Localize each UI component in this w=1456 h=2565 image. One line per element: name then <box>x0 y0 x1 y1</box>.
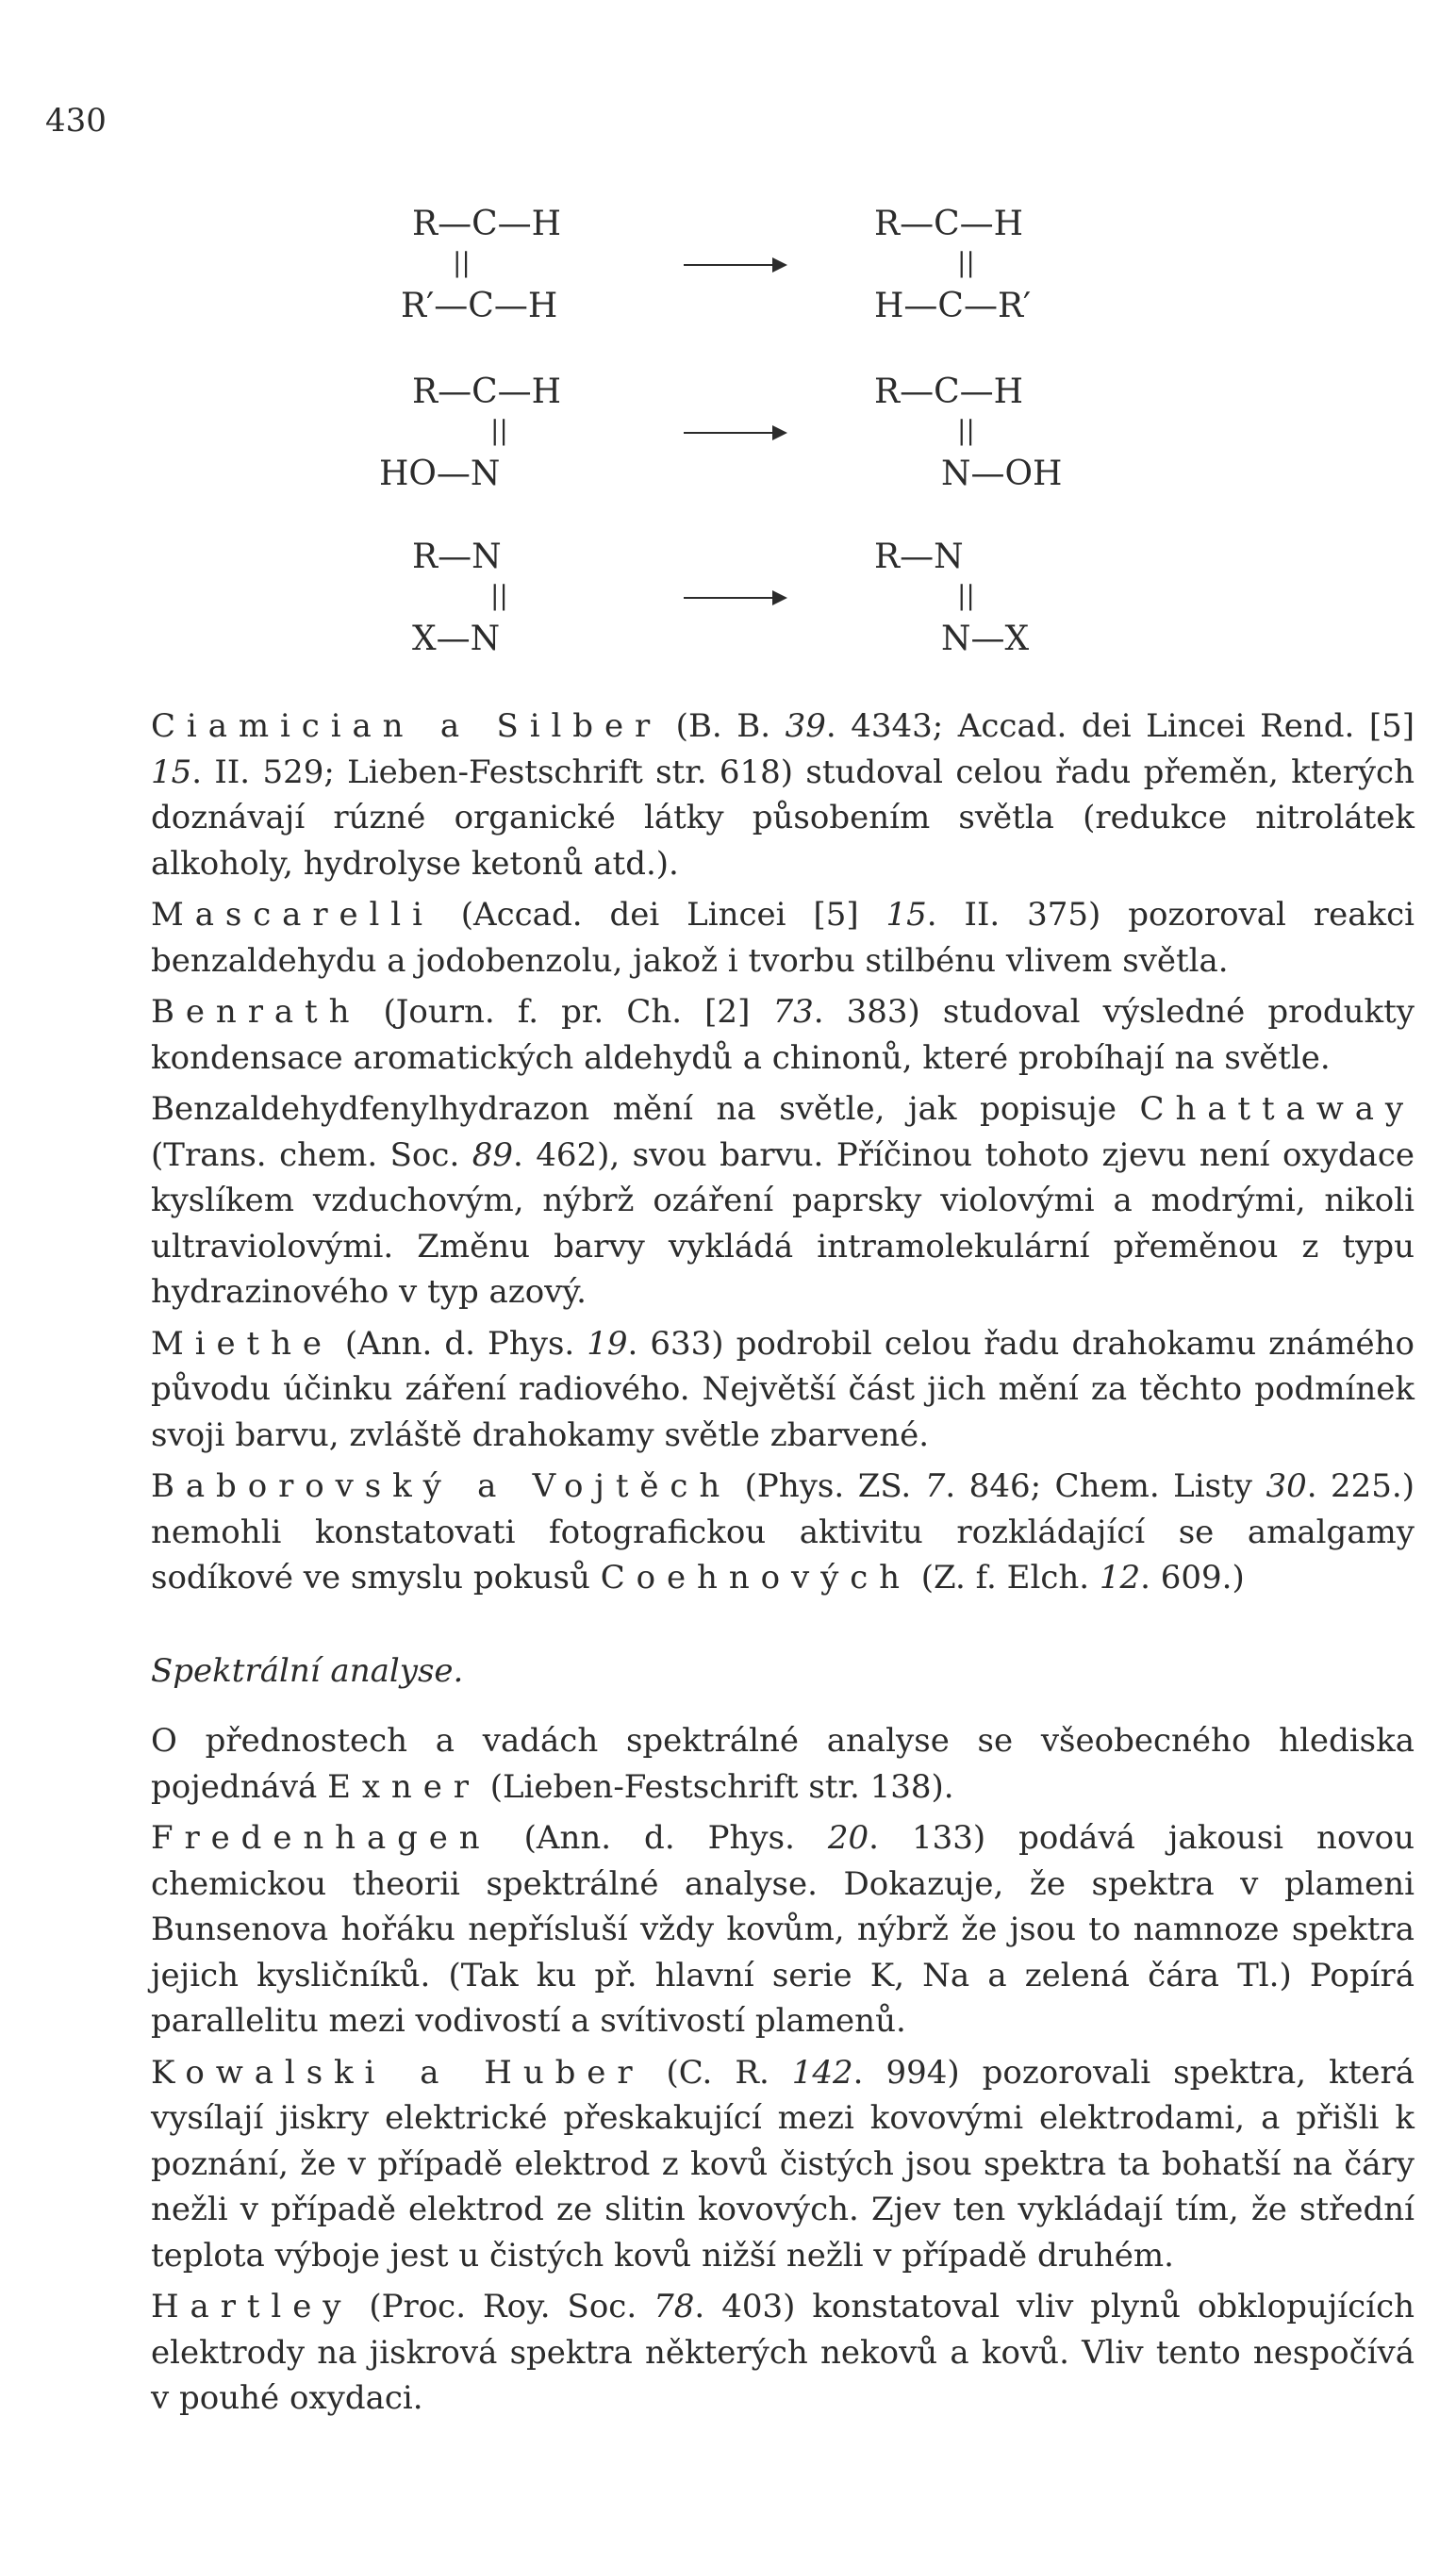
formula: R—C—H <box>874 372 1024 411</box>
double-bond: || <box>957 415 975 446</box>
formula: R′—C—H <box>401 287 558 325</box>
double-bond: || <box>957 580 975 611</box>
paragraph: Benzaldehydfenylhydrazon mění na světle, jak popisuje Chattaway (Trans. chem. Soc. 89. 462), svou barvu. Příčinou tohoto zjevu není oxydace kyslíkem vzduchovým, nýbrž ozáření paprsky violovými a modrými, nikoli ultraviolovými. Změnu barvy vykládá intramolekulární přeměnou z typu hydrazinového v typ azový. <box>151 1090 1415 1311</box>
volume: 142 <box>791 2053 853 2092</box>
double-bond: || <box>490 415 508 446</box>
author-name: Coehnových <box>600 1559 911 1597</box>
paragraph: Ciamician a Silber (B. B. 39. 4343; Accad. dei Lincei Rend. [5] 15. II. 529; Lieben-Festschrift str. 618) studoval celou řadu přeměn, kterých doznávají rúzné organické látky působením světla (redukce nitrolátek alkoholy, hydrolyse ketonů atd.). <box>151 707 1415 883</box>
formula: H—C—R′ <box>874 287 1032 325</box>
author-name: Mascarelli <box>151 896 434 934</box>
section-heading: Spektrální analyse. <box>151 1651 464 1690</box>
volume: 30 <box>1266 1467 1307 1505</box>
volume: 89 <box>472 1135 513 1174</box>
paragraph: Baborovský a Vojtěch (Phys. ZS. 7. 846; Chem. Listy 30. 225.) nemohli konstatovati fotografickou aktivitu rozkládající se amalgamy sodíkové ve smyslu pokusů Coehnových (Z. f. Elch. 12. 609.) <box>151 1467 1415 1597</box>
volume: 20 <box>827 1819 869 1857</box>
paragraph: Fredenhagen (Ann. d. Phys. 20. 133) podává jakousi novou chemickou theorii spektrálné analyse. Dokazuje, že spektra v plameni Bunsenova hořáku nepřísluší vždy kovům, nýbrž že jsou to namnoze spektra jejich kysličníků. (Tak ku př. hlavní serie K, Na a zelená čára Tl.) Popírá parallelitu mezi vodivostí a svítivostí plamenů. <box>151 1819 1415 2040</box>
paragraph: Miethe (Ann. d. Phys. 19. 633) podrobil celou řadu drahokamu známého původu účinku záření radiového. Největší část jich mění za těchto podmínek svoji barvu, zvláště drahokamy světle zbarvené. <box>151 1324 1415 1454</box>
paragraph: Hartley (Proc. Roy. Soc. 78. 403) konstatoval vliv plynů obklopujících elektrody na jiskrová spektra některých nekovů a kovů. Vliv tento nespočívá v pouhé oxydaci. <box>151 2288 1415 2417</box>
formula: X—N <box>412 620 501 658</box>
volume: 39 <box>785 707 826 745</box>
volume: 15 <box>885 896 927 934</box>
formula: HO—N <box>379 455 501 493</box>
page-number: 430 <box>45 102 107 140</box>
double-bond: || <box>490 580 508 611</box>
arrow-icon <box>684 432 784 434</box>
volume: 12 <box>1099 1559 1141 1597</box>
author-name: Exner <box>327 1767 480 1806</box>
author-name: Fredenhagen <box>151 1819 491 1857</box>
article-body <box>151 703 1415 2422</box>
author-name: Miethe <box>151 1324 333 1363</box>
formula: R—N <box>874 538 964 576</box>
formula: R—C—H <box>412 205 562 243</box>
volume: 78 <box>654 2288 695 2325</box>
volume: 15 <box>151 753 192 791</box>
author-name: Kowalski a Huber <box>151 2053 644 2092</box>
formula: R—N <box>412 538 502 576</box>
arrow-icon <box>684 597 784 599</box>
author-name: Hartley <box>151 2288 353 2325</box>
formula: N—OH <box>941 455 1063 493</box>
double-bond: || <box>453 247 471 278</box>
paragraph: O přednostech a vadách spektrálné analyse se všeobecného hlediska pojednává Exner (Lieben-Festschrift str. 138). <box>151 1722 1415 1806</box>
author-name: Chattaway <box>1139 1090 1415 1128</box>
author-name: Benrath <box>151 993 361 1031</box>
formula: N—X <box>941 620 1030 658</box>
volume: 7 <box>924 1467 946 1505</box>
formula: R—C—H <box>874 205 1024 243</box>
volume: 19 <box>587 1324 628 1363</box>
paragraph: Benrath (Journ. f. pr. Ch. [2] 73. 383) studoval výsledné produkty kondensace aromatických aldehydů a chinonů, které probíhají na světle. <box>151 993 1415 1077</box>
arrow-icon <box>684 264 784 266</box>
paragraph: Mascarelli (Accad. dei Lincei [5] 15. II. 375) pozoroval reakci benzaldehydu a jodobenzolu, jakož i tvorbu stilbénu vlivem světla. <box>151 896 1415 980</box>
volume: 73 <box>772 993 814 1031</box>
double-bond: || <box>957 247 975 278</box>
paragraph: Kowalski a Huber (C. R. 142. 994) pozorovali spektra, která vysílají jiskry elektrické přeskakující mezi kovovými elektrodami, a přišli k poznání, že v případě elektrod z kovů čistých jsou spektra ta bohatší na čáry nežli v případě elektrod ze slitin kovových. Zjev ten vykládají tím, že střední teplota výboje jest u čistých kovů nižší nežli v případě druhém. <box>151 2053 1415 2275</box>
author-name: Ciamician a Silber <box>151 707 662 745</box>
author-name: Baborovský a Vojtěch <box>151 1467 732 1505</box>
formula: R—C—H <box>412 372 562 411</box>
